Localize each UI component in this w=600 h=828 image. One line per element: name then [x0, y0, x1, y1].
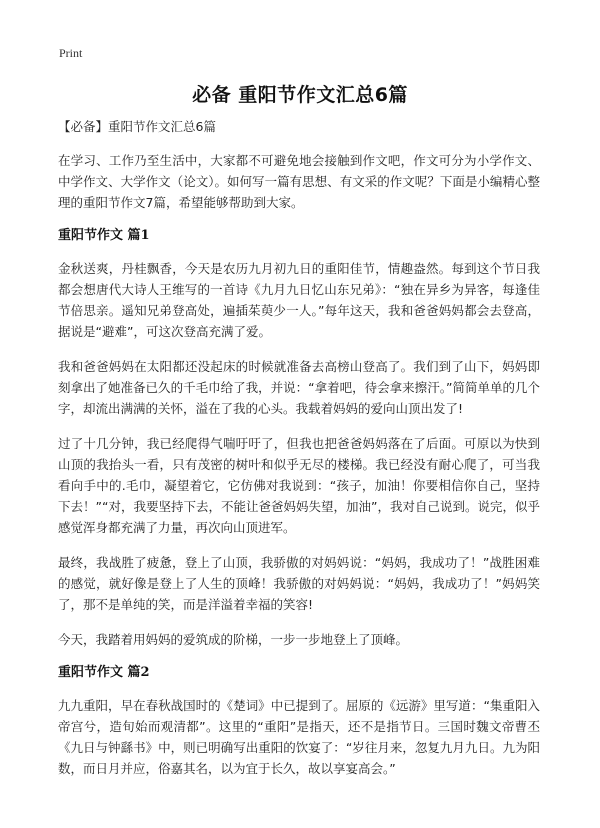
article-subtitle: 【必备】重阳节作文汇总6篇 — [58, 119, 216, 134]
section-heading-1: 重阳节作文 篇1 — [58, 228, 150, 243]
intro-paragraph: 在学习、工作乃至生活中，大家都不可避免地会接触到作文吧，作文可分为小学作文、中学作文、大学作文（论文）。如何写一篇有思想、有文采的作文呢？下面是小编精心整理的重阳节作文7篇，希望能够帮助到大家。 — [58, 153, 540, 210]
paragraph: 金秋送爽，丹桂飘香，今天是农历九月初九日的重阳佳节，情趣盎然。每到这个节日我都会想唐代大诗人王维写的一首诗《九月九日忆山东兄弟》：“独在异乡为异客，每逢佳节倍思亲。遥知兄弟登高处，遍插茱萸少一人。”每年这天，我和爸爸妈妈都会去登高，据说是“避难”，可这次登高充满了爱。 — [58, 261, 540, 339]
print-link[interactable]: Print — [59, 46, 83, 60]
page-title: 必备 重阳节作文汇总6篇 — [192, 84, 408, 106]
article-body — [58, 118, 540, 793]
paragraph: 我和爸爸妈妈在太阳都还没起床的时候就准备去高榜山登高了。我们到了山下，妈妈即刻拿出了她准备已久的千毛巾给了我，并说：“拿着吧，待会拿来擦汗。”简简单单的几个字，却流出满满的关怀，溢在了我的心头。我载着妈妈的爱向山顶出发了! — [58, 359, 540, 416]
paragraph: 最终，我战胜了疲惫，登上了山顶，我骄傲的对妈妈说：“妈妈，我成功了！”战胜困难的感觉，就好像是登上了人生的顶峰！我骄傲的对妈妈说：“妈妈，我成功了！”妈妈笑了，那不是单纯的笑，而是洋溢着幸福的笑容! — [58, 555, 540, 612]
paragraph: 过了十几分钟，我已经爬得气喘吁吁了，但我也把爸爸妈妈落在了后面。可原以为快到山顶的我抬头一看，只有茂密的树叶和似乎无尽的楼梯。我已经没有耐心爬了，可当我看向手中的.毛巾，凝望着它，它仿佛对我说到：“孩子，加油！你要相信你自己，坚持下去！”“对，我要坚持下去，不能让爸爸妈妈失望，加油”，我对自己说到。说完，似乎感觉浑身都充满了力量，再次向山顶进军。 — [58, 436, 540, 535]
section-heading-2: 重阳节作文 篇2 — [58, 665, 150, 680]
paragraph: 九九重阳，早在春秋战国时的《楚词》中已提到了。屈原的《远游》里写道：“集重阳入帝宫兮，造旬始而观清都”。这里的“重阳”是指天，还不是指节日。三国时魏文帝曹丕《九日与钟繇书》中，则已明确写出重阳的饮宴了：“岁往月来，忽复九月九日。九为阳数，而日月并应，俗嘉其名，以为宜于长久，故以享宴高会。” — [58, 698, 540, 776]
paragraph: 今天，我踏着用妈妈的爱筑成的阶梯，一步一步地登上了顶峰。 — [58, 632, 409, 647]
